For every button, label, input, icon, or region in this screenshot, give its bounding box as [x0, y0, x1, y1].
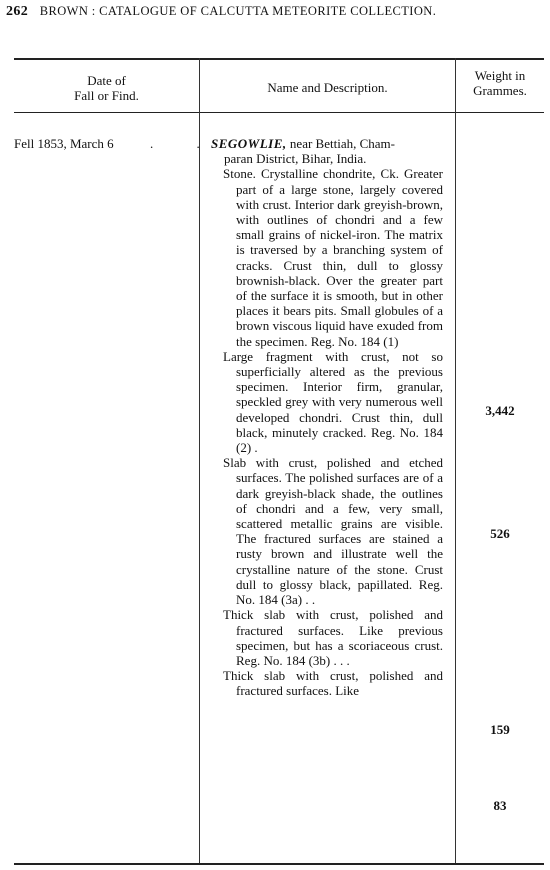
column-divider-2	[455, 58, 456, 863]
specimen-weight: 526	[490, 526, 510, 541]
specimen-weight: 83	[493, 798, 507, 813]
meteorite-name: SEGOWLIE,	[211, 136, 287, 151]
column-header-date-line2: Fall or Find.	[74, 88, 139, 103]
column-divider-1	[199, 58, 200, 863]
column-header-weight	[456, 68, 544, 98]
column-header-date-line1: Date of	[87, 73, 126, 88]
page-number: 262	[6, 4, 29, 19]
running-title: BROWN : CATALOGUE OF CALCUTTA METEORITE COLLECTION.	[39, 4, 437, 18]
specimen-description: Thick slab with crust, polished and fractured surfaces. Like	[223, 668, 443, 699]
table-bottom-rule	[14, 863, 544, 865]
table-top-rule	[14, 58, 544, 60]
specimen-description: Thick slab with crust, polished and fractured surfaces. Like previous specimen, but has a scoriaceous crust. Reg. No. 184 (3b) . . .	[223, 607, 443, 668]
table-header-rule	[14, 112, 544, 113]
fall-date	[14, 136, 220, 152]
meteorite-description	[211, 136, 443, 699]
specimen-weight: 159	[490, 722, 510, 737]
specimen-weight: 3,442	[485, 403, 515, 418]
column-header-name: Name and Description.	[267, 80, 388, 95]
leader-dots: . .	[150, 136, 220, 151]
fall-date-text: Fell 1853, March 6	[14, 136, 114, 151]
column-header-date	[14, 73, 199, 103]
specimen-description: Stone. Crystalline chondrite, Ck. Greater part of a large stone, largely covered with crust. Interior dark greyish-brown, with outlines of chondri and a few small grains of nickel-iron. The matrix is traversed by a branching system of cracks. Crust thin, dull to glossy brownish-black. Over the greater part of the surface it is smooth, but in other places it bears pits. Small globules of a brown viscous liquid have exuded from the specimen. Reg. No. 184 (1)	[223, 166, 443, 349]
meteorite-title	[211, 136, 443, 151]
meteorite-location-line1: near Bettiah, Cham-	[289, 136, 395, 151]
specimen-description: Slab with crust, polished and etched surfaces. The polished surfaces are of a dark greyish-black shade, the outlines of chondri and a few, very small, scattered metallic grains are visible. The fractured surfaces are stained a rusty brown and illustrate well the crystalline nature of the stone. Crust dull to glossy black, papillated. Reg. No. 184 (3a) . .	[223, 455, 443, 608]
specimen-description: Large fragment with crust, not so superficially altered as the previous specimen. Interior firm, granular, speckled grey with very numerous well developed chondri. Crust thin, dull black, minutely cracked. Reg. No. 184 (2) .	[223, 348, 443, 456]
meteorite-location-line2: paran District, Bihar, India.	[224, 151, 367, 167]
running-header	[6, 4, 436, 20]
column-header-weight-line1: Weight in	[474, 68, 526, 83]
column-header-weight-line2: Grammes.	[473, 83, 527, 98]
